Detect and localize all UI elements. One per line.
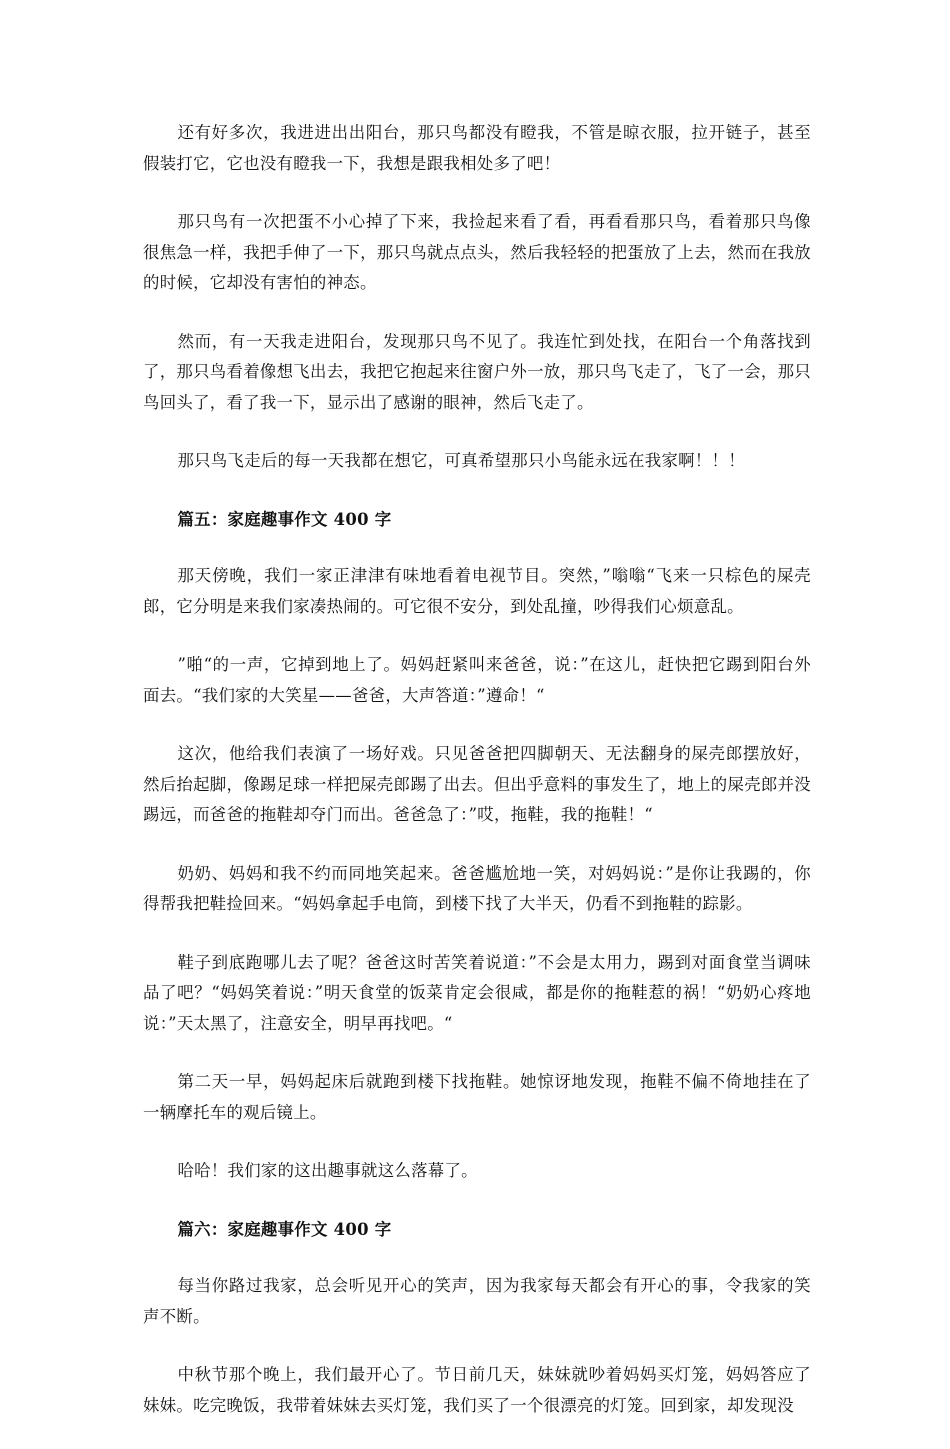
paragraph: 鞋子到底跑哪儿去了呢？爸爸这时苦笑着说道：”不会是太用力，踢到对面食堂当调味品了吧？“妈妈笑着说：”明天食堂的饭菜肯定会很咸，都是你的拖鞋惹的祸！“奶奶心疼地说：”天太黑了，注意安全，明早再找吧。“: [143, 952, 811, 1033]
paragraph: 每当你路过我家，总会听见开心的笑声，因为我家每天都会有开心的事，令我家的笑声不断。: [143, 1276, 811, 1326]
paragraph: 这次，他给我们表演了一场好戏。只见爸爸把四脚朝天、无法翻身的屎壳郎摆放好，然后抬起脚，像踢足球一样把屎壳郎踢了出去。但出乎意料的事发生了，地上的屎壳郎并没踢远，而爸爸的拖鞋却夺门而出。爸爸急了：”哎，拖鞋，我的拖鞋！“: [143, 744, 811, 824]
paragraph: 哈哈！我们家的这出趣事就这么落幕了。: [177, 1161, 478, 1180]
paragraph: 奶奶、妈妈和我不约而同地笑起来。爸爸尴尬地一笑，对妈妈说：”是你让我踢的，你得帮我把鞋捡回来。“妈妈拿起手电筒，到楼下找了大半天，仍看不到拖鞋的踪影。: [143, 863, 811, 913]
paragraph: ”啪“的一声，它掉到地上了。妈妈赶紧叫来爸爸，说：”在这儿，赶快把它踢到阳台外面去。“我们家的大笑星——爸爸，大声答道：”遵命！“: [143, 655, 811, 705]
section-heading: 篇五：家庭趣事作文 400 字: [177, 509, 392, 529]
paragraph: 那只鸟飞走后的每一天我都在想它，可真希望那只小鸟能永远在我家啊！！！: [177, 451, 745, 470]
paragraph: 中秋节那个晚上，我们最开心了。节日前几天，妹妹就吵着妈妈买灯笼，妈妈答应了妹妹。吃完晚饭，我带着妹妹去买灯笼，我们买了一个很漂亮的灯笼。回到家，却发现没: [143, 1365, 811, 1415]
paragraph: 那天傍晚，我们一家正津津有味地看着电视节目。突然，”嗡嗡“飞来一只棕色的屎壳郎，它分明是来我们家凑热闹的。可它很不安分，到处乱撞，吵得我们心烦意乱。: [143, 566, 811, 616]
section-heading: 篇六：家庭趣事作文 400 字: [177, 1219, 392, 1239]
paragraph: 然而，有一天我走进阳台，发现那只鸟不见了。我连忙到处找，在阳台一个角落找到了，那只鸟看着像想飞出去，我把它抱起来往窗户外一放，那只鸟飞走了，飞了一会，那只鸟回头了，看了我一下，显示出了感谢的眼神，然后飞走了。: [143, 331, 811, 412]
paragraph: 那只鸟有一次把蛋不小心掉了下来，我捡起来看了看，再看看那只鸟，看着那只鸟像很焦急一样，我把手伸了一下，那只鸟就点点头，然后我轻轻的把蛋放了上去，然而在我放的时候，它却没有害怕的神态。: [143, 212, 811, 292]
paragraph: 还有好多次，我进进出出阳台，那只鸟都没有瞪我，不管是晾衣服，拉开链子，甚至假装打它，它也没有瞪我一下，我想是跟我相处多了吧！: [143, 123, 811, 173]
document-page: [143, 118, 811, 1449]
paragraph: 第二天一早，妈妈起床后就跑到楼下找拖鞋。她惊讶地发现，拖鞋不偏不倚地挂在了一辆摩托车的观后镜上。: [143, 1072, 811, 1122]
